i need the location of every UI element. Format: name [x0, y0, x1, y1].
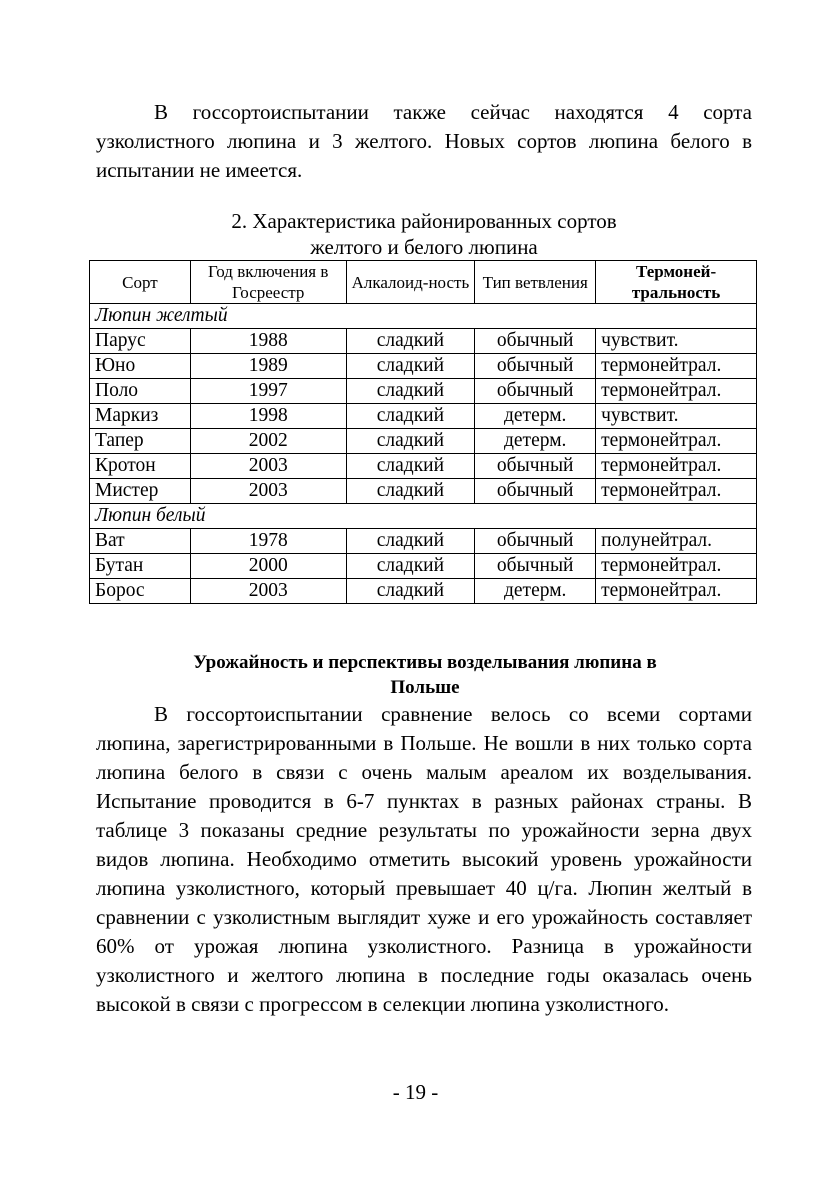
cell-year: 2000 — [190, 554, 346, 579]
table-row — [90, 529, 757, 554]
cell-thermo: чувствит. — [596, 404, 757, 429]
cell-sort: Мистер — [90, 479, 191, 504]
cell-sort: Маркиз — [90, 404, 191, 429]
cell-year: 1998 — [190, 404, 346, 429]
cell-branching: обычный — [475, 529, 596, 554]
cell-thermo: термонейтрал. — [596, 379, 757, 404]
section-heading-line2: Польше — [390, 677, 460, 698]
table-row — [90, 454, 757, 479]
intro-paragraph: В госсортоиспытании также сейчас находятся 4 сорта узколистного люпина и 3 желтого. Новых сортов люпина белого в испытании не имеется. — [96, 100, 752, 182]
cell-branching: обычный — [475, 379, 596, 404]
cell-alkaloid: сладкий — [346, 554, 475, 579]
cell-thermo: чувствит. — [596, 329, 757, 354]
cell-year: 2003 — [190, 479, 346, 504]
cell-alkaloid: сладкий — [346, 454, 475, 479]
header-alkaloid: Алкалоид-ность — [346, 261, 475, 304]
cell-thermo: термонейтрал. — [596, 429, 757, 454]
table-row — [90, 579, 757, 604]
cell-sort: Юно — [90, 354, 191, 379]
table-row — [90, 354, 757, 379]
cell-year: 2003 — [190, 454, 346, 479]
cell-branching: детерм. — [475, 429, 596, 454]
table-row — [90, 329, 757, 354]
table-row — [90, 554, 757, 579]
table-header-row — [90, 261, 757, 304]
cell-branching: обычный — [475, 329, 596, 354]
cell-sort: Бутан — [90, 554, 191, 579]
cell-alkaloid: сладкий — [346, 379, 475, 404]
cell-sort: Ват — [90, 529, 191, 554]
cell-branching: обычный — [475, 479, 596, 504]
group-label: Люпин белый — [90, 504, 757, 529]
section-heading — [60, 650, 790, 700]
cell-thermo: термонейтрал. — [596, 579, 757, 604]
table-caption — [96, 208, 752, 260]
cell-branching: обычный — [475, 554, 596, 579]
cell-branching: детерм. — [475, 404, 596, 429]
group-row-white — [90, 504, 757, 529]
cell-sort: Тапер — [90, 429, 191, 454]
cell-branching: обычный — [475, 454, 596, 479]
cell-alkaloid: сладкий — [346, 479, 475, 504]
cell-alkaloid: сладкий — [346, 329, 475, 354]
section-heading-line1: Урожайность и перспективы возделывания люпина в — [193, 652, 657, 673]
header-branching: Тип ветвления — [475, 261, 596, 304]
table-caption-line2: желтого и белого люпина — [310, 235, 538, 259]
cell-year: 1989 — [190, 354, 346, 379]
body-paragraph: В госсортоиспытании сравнение велось со всеми сортами люпина, зарегистрированными в Польше. Не вошли в них только сорта люпина белого в связи с очень малым ареалом их возделывания. Испытание проводится в 6-7 пунктах в разных районах страны. В таблице 3 показаны средние результаты по урожайности зерна двух видов люпина. Необходимо отметить высокий уровень урожайности люпина узколистного, который превышает 40 ц/га. Люпин желтый в сравнении с узколистным выглядит хуже и его урожайность составляет 60% от урожая люпина узколистного. Разница в урожайности узколистного и желтого люпина в последние годы оказалась очень высокой в связи с прогрессом в селекции люпина узколистного. — [96, 702, 752, 1016]
page-number: - 19 - — [392, 1080, 439, 1104]
cell-sort: Парус — [90, 329, 191, 354]
cell-thermo: термонейтрал. — [596, 354, 757, 379]
varieties-table — [89, 260, 757, 604]
cell-thermo: термонейтрал. — [596, 479, 757, 504]
cell-year: 2003 — [190, 579, 346, 604]
cell-thermo: термонейтрал. — [596, 454, 757, 479]
cell-thermo: полунейтрал. — [596, 529, 757, 554]
group-label: Люпин желтый — [90, 304, 757, 329]
cell-year: 2002 — [190, 429, 346, 454]
cell-year: 1988 — [190, 329, 346, 354]
table-row — [90, 429, 757, 454]
cell-thermo: термонейтрал. — [596, 554, 757, 579]
cell-year: 1978 — [190, 529, 346, 554]
cell-alkaloid: сладкий — [346, 354, 475, 379]
header-thermo: Термоней-тральность — [596, 261, 757, 304]
table-caption-line1: 2. Характеристика районированных сортов — [231, 209, 617, 233]
header-sort: Сорт — [90, 261, 191, 304]
cell-alkaloid: сладкий — [346, 404, 475, 429]
cell-year: 1997 — [190, 379, 346, 404]
table-row — [90, 479, 757, 504]
table-row — [90, 379, 757, 404]
cell-sort: Борос — [90, 579, 191, 604]
cell-sort: Кротон — [90, 454, 191, 479]
cell-alkaloid: сладкий — [346, 429, 475, 454]
cell-alkaloid: сладкий — [346, 579, 475, 604]
table-row — [90, 404, 757, 429]
cell-branching: обычный — [475, 354, 596, 379]
cell-sort: Поло — [90, 379, 191, 404]
cell-alkaloid: сладкий — [346, 529, 475, 554]
header-year: Год включения в Госреестр — [190, 261, 346, 304]
group-row-yellow — [90, 304, 757, 329]
cell-branching: детерм. — [475, 579, 596, 604]
